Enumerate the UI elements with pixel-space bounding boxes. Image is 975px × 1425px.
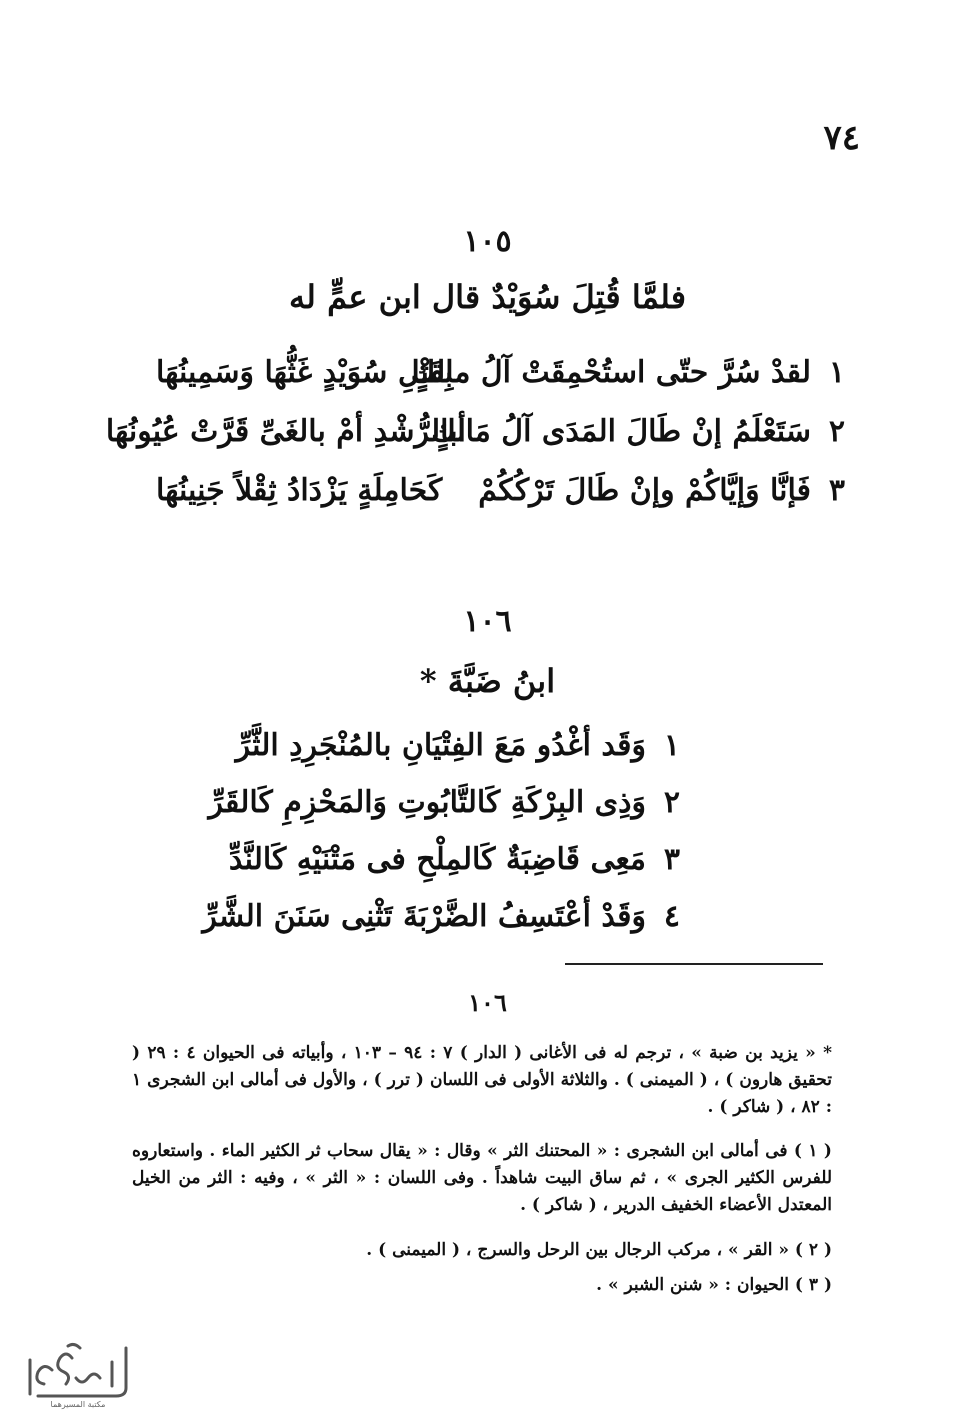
verse-105-2 bbox=[105, 408, 845, 454]
verse-text: وَذِى البِرْكَةِ كَالتَّابُوتِ وَالمَحْزِمِ كَالقَرِّ bbox=[208, 784, 646, 820]
poem-105-number: ١٠٥ bbox=[463, 224, 512, 259]
verse-106-3 bbox=[228, 836, 680, 882]
verse-number: ٤ bbox=[663, 898, 680, 934]
page-number: ٧٤ bbox=[823, 118, 860, 158]
verse-second-hemistich: أبالرُّشْدِ أمْ بالغَىِّ قَرَّتْ عُيُونُهَا bbox=[105, 413, 466, 449]
verse-second-hemistich: كَحَامِلَةٍ يَزْدَادُ ثِقْلاً جَنِينُهَا bbox=[156, 472, 443, 508]
verse-106-2 bbox=[208, 779, 680, 825]
verse-105-3 bbox=[140, 467, 845, 513]
verse-number: ٢ bbox=[663, 784, 680, 820]
verse-second-hemistich: بِقَتْلِ سُوَيْدٍ غَثُّهَا وَسَمِينُهَا bbox=[156, 354, 454, 390]
footnote-section-number: ١٠٦ bbox=[468, 988, 507, 1017]
verse-first-hemistich: فَإنَّا وَإيَّاكُمْ وإنْ طَالَ تَرْكُكُمْ bbox=[478, 472, 811, 508]
footnote-3: ( ٣ ) الحيوان : « شنن الشبر » . bbox=[596, 1275, 832, 1295]
verse-number: ١ bbox=[663, 727, 680, 763]
svg-text:مكتبة المسيرهما: مكتبة المسيرهما bbox=[50, 1400, 106, 1409]
verse-number: ٣ bbox=[663, 841, 680, 877]
footnote-divider bbox=[565, 963, 823, 965]
verse-text: وَقَدْ أعْتَسِفُ الضَّرْبَةَ تَثْنِى سَنَنَ الشَّرِّ bbox=[202, 898, 646, 934]
footnote-star: * « يزيد بن ضبة » ، ترجم له فى الأغانى ( الدار ) ٧ : ٩٤ – ١٠٣ ، وأبياته فى الحيوان ٤ : ٢٩ ( تحقيق هارون ) ، ( الميمنى ) . والثلاثة الأولى فى اللسان ( ترر ) ، والأول فى أمالى ابن الشجرى ١ : ٨٢ ، ( شاكر ) . bbox=[132, 1043, 832, 1117]
poem-105-heading: فلمَّا قُتِلَ سُوَيْدٌ قال ابن عمٍّ له bbox=[289, 278, 686, 316]
poem-106-heading: ابنُ ضَبَّةَ * bbox=[419, 662, 556, 700]
verse-number: ٣ bbox=[828, 472, 845, 508]
poem-106-number: ١٠٦ bbox=[463, 604, 512, 639]
verse-number: ١ bbox=[828, 354, 845, 390]
footnote-1: ( ١ ) فى أمالى ابن الشجرى : « المحتنك الثر » وقال : « يقال سحاب ثر الكثير الماء . واستعاروه للفرس الكثير الجرى » ، ثم ساق البيت شاهداً . وفى اللسان : « الثر » ، وفيه : الثر من الخيل المعتدل الأعضاء الخفيف الدرير ، ( شاكر ) . bbox=[132, 1141, 832, 1215]
verse-first-hemistich: سَتَعْلَمُ إنْ طَالَ المَدَى آلُ مَالكٍ bbox=[431, 413, 811, 449]
verse-105-1 bbox=[140, 349, 845, 395]
footnote-2: ( ٢ ) « القر » ، مركب الرجال بين الرحل والسرج ، ( الميمنى ) . bbox=[366, 1240, 832, 1260]
verse-106-1 bbox=[235, 722, 680, 768]
verse-first-hemistich: لقدْ سُرَّ حتّى استُحْمِقَتْ آلُ مالكٍ bbox=[410, 354, 811, 390]
verse-text: وَقَد أغْدُو مَعَ الفِتْيَانِ بالمُنْجَرِدِ الثَّرِّ bbox=[235, 727, 646, 763]
verse-number: ٢ bbox=[828, 413, 845, 449]
verse-106-4 bbox=[202, 893, 680, 939]
watermark-logo bbox=[8, 1340, 143, 1410]
watermark-calligraphy-icon bbox=[8, 1340, 143, 1410]
verse-text: مَعِى قَاضِبَةٌ كَالمِلْحِ فى مَتْنَيْهِ كَالنَّدِّ bbox=[228, 841, 646, 877]
